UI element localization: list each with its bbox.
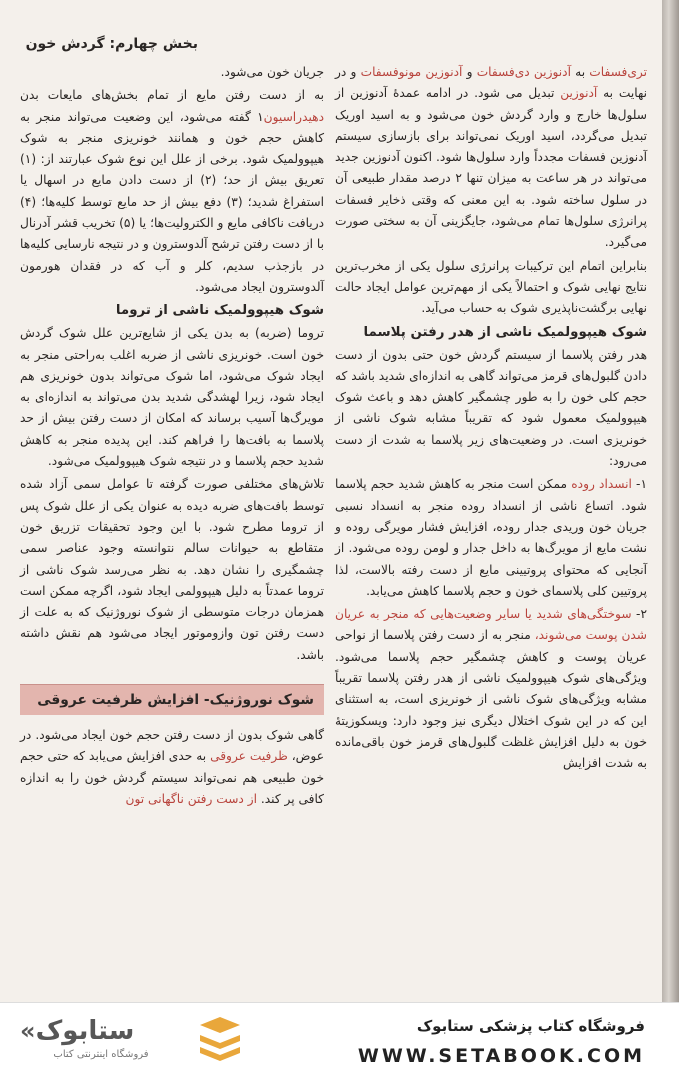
red-term: سوختگی‌های شدید یا سایر وضعیت‌هایی که منجر به عریان شدن پوست می‌شوند، [335,607,648,643]
red-term: آدنوزین مونوفسفات [360,65,463,79]
book-stack-icon [196,1015,244,1067]
red-term: دهیدراسیون [263,109,324,124]
paragraph: جریان خون می‌شود. [220,65,324,79]
red-term: انسداد روده [571,477,632,492]
store-name: فروشگاه کتاب پزشکی ستابوک [416,1017,645,1035]
paragraph [335,474,647,602]
text-run: و [462,65,477,79]
right-column [335,62,647,775]
text-run: و در نهایت به [335,65,647,101]
text-run: گاهی شوک بدون از دست رفتن حجم خون ایجاد می‌شود. در عوض، [20,728,324,764]
book-spine [662,0,679,1002]
text-run: ۲- [631,607,647,622]
text-run: ۱- [631,477,648,492]
logo-arrows-icon: « [20,1017,36,1045]
red-term: تری‌فسفات [589,65,647,79]
left-column [20,62,324,810]
red-term: از دست رفتن ناگهانی تون [125,791,257,806]
store-logo: ستابوک [35,1016,135,1046]
paragraph [335,62,647,254]
paragraph: تروما (ضربه) به بدن یکی از شایع‌ترین علل شوک گردش خون است. خونریزی ناشی از ضربه اغلب به‌راحتی منجر به ایجاد شوک می‌شود، اما شوک می‌تواند بدون خونریزی هم ایجاد شود، زیرا لهشدگی شدید بدن می‌تواند به اندازه‌ای به مویرگ‌ها آسیب برساند که امکان از دست رفتن بیش از حد پلاسما به بافت‌ها را فراهم کند. این پدیده منجر به کاهش شدید حجم پلاسما و در نتیجه شوک هیپوولمیک می‌شود. [20,326,324,469]
paragraph [20,85,324,298]
watermark-footer [0,1002,679,1081]
section-heading: شوک هیپوولمیک ناشی از هدر رفتن پلاسما [363,324,647,340]
store-url: WWW.SETABOOK.COM [357,1045,645,1067]
paragraph [20,725,324,810]
text-run: ممکن است منجر به کاهش شدید حجم پلاسما شود. اتساع ناشی از انسداد روده منجر به انسداد نسبی جریان خون وریدی جدار روده، افزایش فشار مویرگی روده و نشت مایع از مویرگ‌ها به داخل جدار و لومن روده می‌شود. از آنجایی که محتوای پروتیینی مایع از دست رفته بالاست، لذا پروتیین کلی پلاسمای خون و حجم پلاسما کاهش می‌یابد. [335,477,647,598]
red-term: آدنوزین [560,86,598,101]
text-run: به حدی افزایش می‌یابد که حتی حجم خون طبیعی هم نمی‌تواند سیستم گردش خون را به اندازه کافی پر کند. [20,749,324,806]
paragraph: هدر رفتن پلاسما از سیستم گردش خون حتی بدون از دست دادن گلبول‌های قرمز می‌تواند گاهی به اندازه‌ای شدید باشد که حجم کلی خون را به طور چشمگیر کاهش دهد و باعث شوک هیپوولمیک معمول شود که تقریباً مشابه شوک ناشی از خونریزی است. در وضعیت‌های زیر پلاسما به شدت از دست می‌رود: [335,347,647,469]
section-banner: شوک نوروژنیک- افزایش ظرفیت عروقی [20,684,324,715]
text-run: تبدیل می شود. در ادامه عمدهٔ آدنوزین از سلول‌ها خارج و وارد گردش خون می‌شود و به اسید اوریک تبدیل می‌گردد، اسید اوریک نمی‌تواند برای بازسازی سیستم آدنوزین فسفات مجدداً وارد سلول‌ها شود. اکنون آدنوزین جدید می‌تواند در هر ساعت به میزان تنها ۲ درصد مقدار طبیعی آن در سلول ساخته شود. به این معنی که وقتی ذخایر فسفات پرانرژی سلول‌ها تمام می‌شود، جایگزینی آن به سختی صورت می‌گیرد. [335,86,648,250]
paragraph: بنابراین اتمام این ترکیبات پرانرژی سلول یکی از مخرب‌ترین نتایج نهایی شوک و احتمالاً یکی از مهم‌ترین عوامل ایجاد حالت نهایی برگشت‌ناپذیری شوک به حساب می‌آید. [335,258,647,316]
store-tagline: فروشگاه اینترنتی کتاب [53,1049,149,1060]
text-run: منجر به از دست رفتن پلاسما از نواحی عریان پوست و کاهش چشمگیر حجم پلاسما می‌شود. ویژگی‌های شوک هیپوولمیک ناشی از هدر رفتن پلاسما تقریباً مشابه ویژگی‌های شوک ناشی از خونریزی است، به استثنای این که در این شوک اختلال دیگری نیز وجود دارد: ویسکوزیتهٔ خون به دلیل افزایش غلظت گلبول‌های قرمز خون باقی‌مانده به شدت افزایش [335,628,647,771]
paragraph [335,604,647,774]
text-run: ۱ گفته می‌شود، این وضعیت می‌تواند منجر به کاهش حجم خون و همانند خونریزی منجر به شوک هیپوولمیک شود. برخی از علل این نوع شوک عبارتند از: (۱) تعریق بیش از حد؛ (۲) از دست دادن مایع در اسهال یا استفراغ شدید؛ (۳) دفع بیش از حد مایع توسط کلیه‌ها؛ (۴) دریافت ناکافی مایع و الکترولیت‌ها؛ یا (۵) تخریب قشر آدرنال با از دست رفتن ترشح آلدوسترون و در نتیجه نارسایی کلیه‌ها در بازجذب سدیم، کلر و آب که در فقدان هورمون آلدوسترون ایجاد می‌شود. [20,109,325,294]
section-heading: شوک هیپوولمیک ناشی از تروما [115,303,324,319]
chapter-header: بخش چهارم: گردش خون [25,36,198,52]
paragraph: تلاش‌های مختلفی صورت گرفته تا عوامل سمی آزاد شده توسط بافت‌های ضربه دیده به عنوان یکی از علل شوک پس از تروما مطرح شود. با این وجود تحقیقات تزریق خون متقاطع به حیوانات سالم نتوانسته وجود عناصر سمی چشمگیری را نشان دهد. به نظر می‌رسد شوک ناشی از تروما عمدتاً به دلیل هیپوولمی ایجاد شود، اگرچه ممکن است همزمان درجات متوسطی از شوک نوروژنیک که به علت از دست رفتن تون وازوموتور ایجاد می‌شود هم نقش داشته باشد. [20,477,324,662]
text-run: به [570,65,590,79]
text-run: به از دست رفتن مایع از تمام بخش‌های مایعات بدن [20,88,324,103]
red-term: آدنوزین دی‌فسفات [476,65,571,79]
red-term: ظرفیت عروقی [210,749,288,764]
